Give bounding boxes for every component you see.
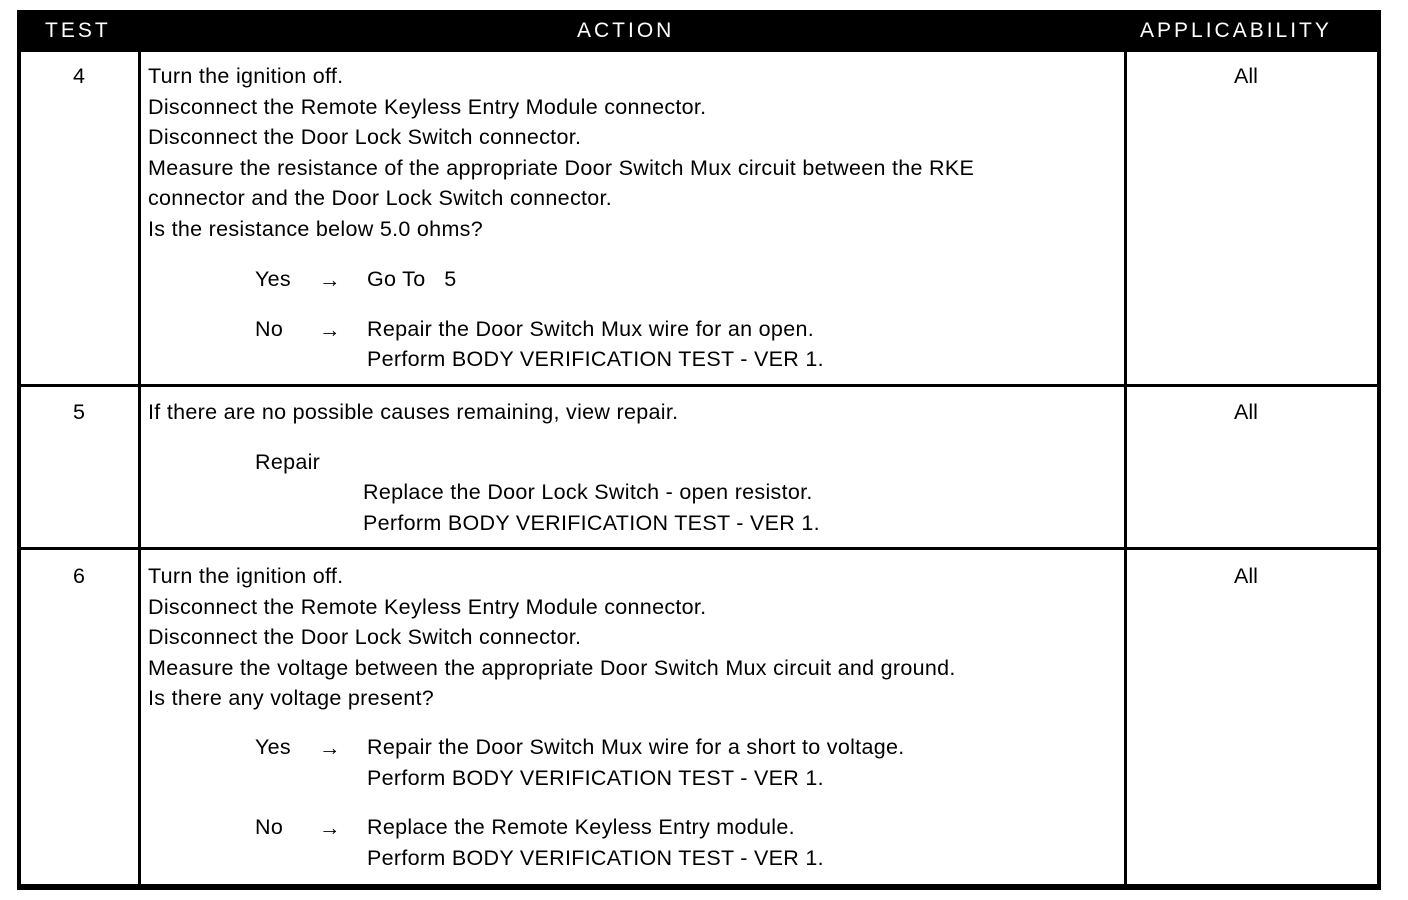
- row-6-yes-arrow-icon: →: [319, 736, 341, 760]
- row-5-repair-line-2: Perform BODY VERIFICATION TEST - VER 1.: [363, 510, 820, 535]
- row-4-applicability: All: [1234, 64, 1258, 88]
- row-6-yes-label: Yes: [255, 735, 291, 759]
- header-applicability: APPLICABILITY: [1140, 19, 1332, 42]
- row-6-no-arrow-icon: →: [319, 816, 341, 840]
- row-6-step-4: Measure the voltage between the appropriate Door Switch Mux circuit and ground.: [148, 655, 956, 680]
- row-6-no-label: No: [255, 815, 284, 839]
- row-5-repair-line-1: Replace the Door Lock Switch - open resistor.: [363, 480, 813, 504]
- row-4-step-6: Is the resistance below 5.0 ohms?: [148, 216, 483, 241]
- row-4-step-5: connector and the Door Lock Switch connector.: [148, 186, 613, 210]
- row-6-no-text-2: Perform BODY VERIFICATION TEST - VER 1.: [367, 845, 824, 870]
- row-6-step-3: Disconnect the Door Lock Switch connector.: [148, 625, 582, 649]
- row-5-repair-label: Repair: [255, 450, 321, 474]
- row-6-test-number: 6: [73, 564, 85, 588]
- row-6-step-2: Disconnect the Remote Keyless Entry Module connector.: [148, 594, 707, 619]
- row-4-yes-arrow-icon: →: [319, 268, 341, 292]
- row-4-step-4: Measure the resistance of the appropriate Door Switch Mux circuit between the RKE: [148, 155, 975, 180]
- row-4-yes-text: Go To 5: [367, 267, 457, 291]
- row-4-no-arrow-icon: →: [319, 318, 341, 342]
- row-6-test-cell: [21, 550, 138, 884]
- row-5-applicability-cell: [1127, 387, 1377, 547]
- row-4-action-cell: [141, 52, 1124, 384]
- row-5-test-cell: [21, 387, 138, 547]
- row-6-applicability-cell: [1127, 550, 1377, 884]
- row-6-applicability: All: [1234, 564, 1258, 588]
- row-4-step-2: Disconnect the Remote Keyless Entry Module connector.: [148, 94, 707, 119]
- diagnostic-table: [17, 10, 1381, 890]
- row-5-test-number: 5: [73, 400, 85, 424]
- row-6-action-cell: [141, 550, 1124, 884]
- row-4-step-3: Disconnect the Door Lock Switch connector.: [148, 125, 582, 149]
- header-test: TEST: [45, 19, 111, 42]
- row-6-step-5: Is there any voltage present?: [148, 686, 434, 710]
- row-4-yes-label: Yes: [255, 267, 291, 291]
- row-5-step-1: If there are no possible causes remaining, view repair.: [148, 400, 679, 424]
- row-4-applicability-cell: [1127, 52, 1377, 384]
- row-4-test-cell: [21, 52, 138, 384]
- row-6-yes-text-2: Perform BODY VERIFICATION TEST - VER 1.: [367, 765, 824, 790]
- row-4-no-text: Repair the Door Switch Mux wire for an open.: [367, 317, 814, 341]
- row-6-no-text: Replace the Remote Keyless Entry module.: [367, 815, 795, 839]
- row-6-step-1: Turn the ignition off.: [148, 564, 344, 588]
- row-4-no-label: No: [255, 317, 284, 341]
- row-6-yes-text: Repair the Door Switch Mux wire for a short to voltage.: [367, 735, 905, 759]
- row-4-step-1: Turn the ignition off.: [148, 64, 344, 88]
- row-4-test-number: 4: [73, 64, 85, 88]
- row-4-no-text-2: Perform BODY VERIFICATION TEST - VER 1.: [367, 347, 824, 371]
- row-5-applicability: All: [1234, 400, 1258, 424]
- header-action: ACTION: [577, 19, 675, 42]
- table-header: [17, 10, 1381, 51]
- row-5-action-cell: [141, 387, 1124, 547]
